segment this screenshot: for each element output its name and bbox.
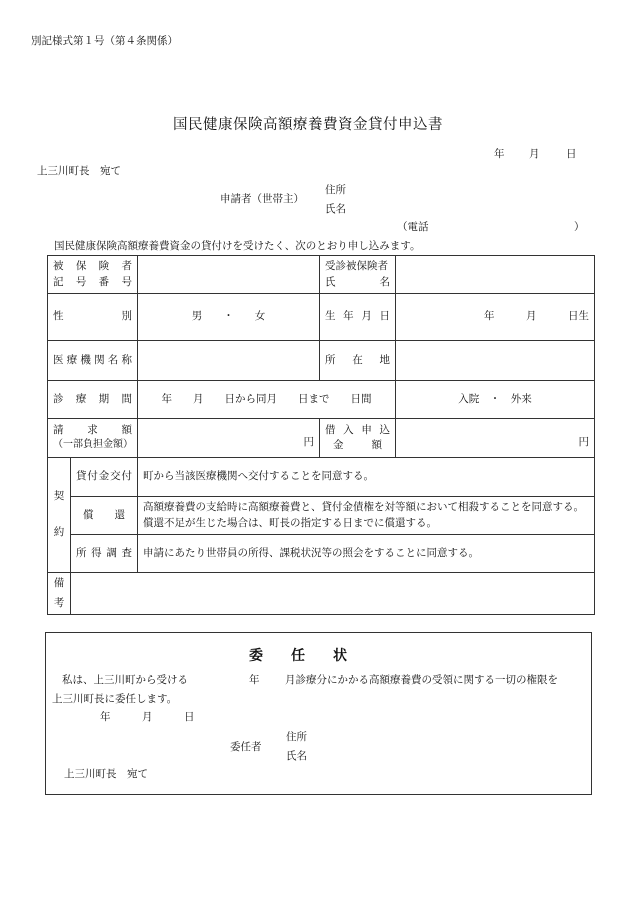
birth-date-field[interactable]: 年 月 日生 [396,294,595,341]
contract-item-text: 町から当該医療機関へ交付することを同意する。 [138,458,595,497]
proxy-text-year: 年 [249,674,260,686]
table-row [48,294,595,341]
hospital-location-label: 所 在 地 [320,341,396,381]
table-row [48,497,595,535]
claim-amount-label-line-1: 請 求 額 [53,424,132,437]
sex-options[interactable]: 男 ・ 女 [138,294,320,341]
table-row [48,535,595,573]
table-row [48,381,595,419]
proxy-title: 委 任 状 [249,648,347,664]
delegator-name-label: 氏名 [286,750,307,762]
sex-label: 性 別 [48,294,138,341]
contract-label-char-2: 約 [53,526,65,538]
hospital-name-label: 医療機関名称 [48,341,138,381]
application-date-day: 日 [566,148,577,160]
application-date-month: 月 [529,148,540,160]
birth-date-label: 生 年 月 日 [320,294,396,341]
insured-symbol-label [48,256,138,294]
contract-item-label: 貸付金交付 [71,458,138,497]
loan-amount-label [320,419,396,458]
patient-name-label-line-2: 氏 名 [325,275,390,288]
addressee: 上三川町長 宛て [37,165,121,177]
remarks-label-char-2: 考 [53,596,65,609]
loan-amount-label-line-1: 借 入 申 込 [325,423,390,436]
insured-symbol-field[interactable] [138,256,320,294]
claim-amount-field[interactable] [138,419,320,458]
delegator-label: 委任者 [230,741,262,753]
loan-amount-field[interactable] [396,419,595,458]
proxy-addressee: 上三川町長 宛て [64,768,148,780]
application-table [47,255,595,615]
table-row [48,458,595,497]
contract-label-char-1: 契 [53,490,65,503]
claim-amount-label-line-2: （一部負担金額） [53,439,133,451]
applicant-name-label: 氏名 [325,203,346,215]
treatment-period-label: 診 療 期 間 [48,381,138,419]
proxy-text-part-1: 私は、上三川町から受ける [62,674,188,686]
contract-item-text: 申請にあたり世帯員の所得、課税状況等の照会をすることに同意する。 [138,535,595,573]
applicant-phone-open: （電話 [397,221,429,233]
yen-unit: 円 [578,436,589,449]
care-type-options[interactable]: 入院 ・ 外来 [396,381,595,419]
form-header-note: 別記様式第１号（第４条関係） [31,35,178,47]
loan-amount-label-line-2: 金 額 [333,439,382,451]
application-date-year: 年 [494,148,505,160]
proxy-text-part-2: 月診療分にかかる高額療養費の受領に関する一切の権限を [285,674,558,686]
contract-item-label: 所得調査 [71,535,138,573]
patient-name-field[interactable] [396,256,595,294]
hospital-location-field[interactable] [396,341,595,381]
contract-label [48,458,71,573]
patient-name-label-line-1: 受診被保険者 [325,260,388,273]
patient-name-label [320,256,396,294]
contract-item-text: 高額療養費の支給時に高額療養費と、貸付金債権を対等額において相殺することを同意する。償還不足が生じた場合は、町長の指定する日までに償還する。 [138,497,595,535]
yen-unit: 円 [303,436,314,449]
insured-symbol-label-line-1: 被 保 険 者 [53,260,132,273]
remarks-label [48,573,71,615]
contract-item-label: 償 還 [71,497,138,535]
table-row [48,256,595,294]
remarks-label-char-1: 備 [53,576,65,589]
hospital-name-field[interactable] [138,341,320,381]
applicant-label: 申請者（世帯主） [220,193,304,205]
insured-symbol-label-line-2: 記 号 番 号 [53,275,132,288]
proxy-date: 年 月 日 [100,711,195,723]
intro-text: 国民健康保険高額療養費資金の貸付けを受けたく、次のとおり申し込みます。 [54,240,421,252]
form-title: 国民健康保険高額療養費資金貸付申込書 [173,117,443,133]
claim-amount-label [48,419,138,458]
proxy-text-line-2: 上三川町長に委任します。 [52,693,178,705]
applicant-address-label: 住所 [325,184,346,196]
applicant-phone-close: ） [574,221,585,233]
table-row [48,341,595,381]
proxy-section [45,632,592,795]
delegator-address-label: 住所 [286,731,307,743]
table-row [48,419,595,458]
remarks-field[interactable] [71,573,595,615]
treatment-period-field[interactable]: 年 月 日から同月 日まで 日間 [138,381,396,419]
table-row [48,573,595,615]
